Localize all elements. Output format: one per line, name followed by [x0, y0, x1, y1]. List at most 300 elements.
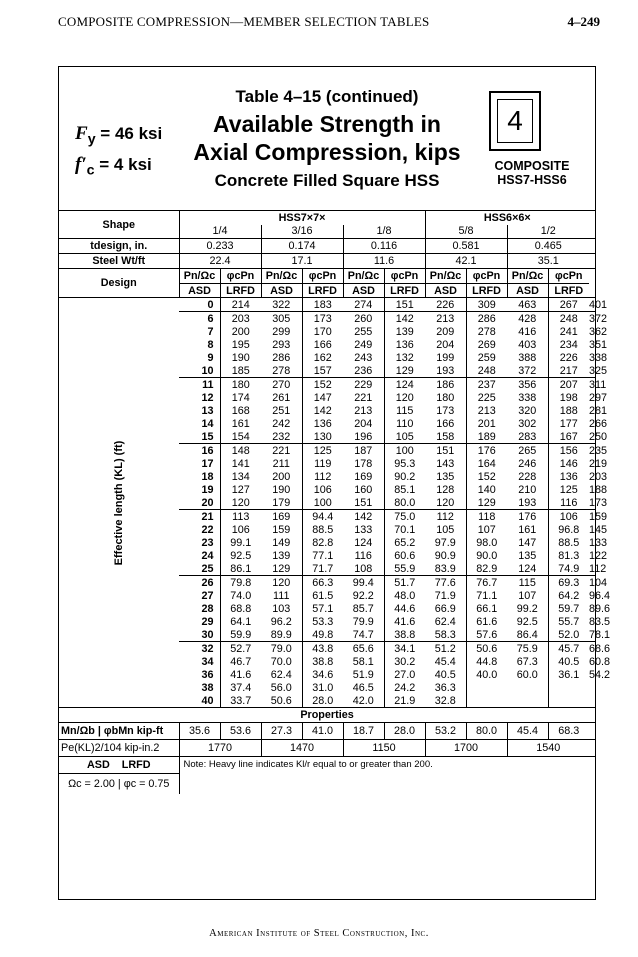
- asd-strength: 234: [548, 339, 589, 352]
- flexural-strength: 28.0: [384, 723, 425, 740]
- asd-strength: 180: [220, 378, 261, 392]
- asd-strength: 107: [466, 524, 507, 537]
- lrfd-strength: 188: [589, 484, 608, 496]
- asd-strength: 241: [548, 326, 589, 339]
- effective-length-value: 8: [207, 339, 214, 351]
- tdesign-value: 0.116: [343, 239, 425, 254]
- lrfd-strength: 160: [354, 484, 373, 496]
- flexural-strength: 53.6: [220, 723, 261, 740]
- flexural-strength: 18.7: [343, 723, 384, 740]
- lrfd-strength: 133: [354, 524, 373, 536]
- lrfd-strength: 42.0: [352, 694, 374, 707]
- lrfd-strength: [589, 695, 595, 708]
- spacer: [589, 284, 595, 298]
- asd-strength: 124: [384, 378, 425, 392]
- lrfd-strength: 40.5: [434, 669, 456, 681]
- asd-strength: 48.0: [384, 590, 425, 603]
- lrfd-strength: 178: [354, 458, 373, 470]
- lrfd-strength: 180: [436, 392, 455, 404]
- asd-strength: 164: [466, 458, 507, 471]
- table-subtitle: Concrete Filled Square HSS: [214, 171, 440, 190]
- lrfd-strength: 338: [589, 352, 608, 364]
- asd-strength: 61.5: [302, 590, 343, 603]
- asd-strength: 76.7: [466, 576, 507, 590]
- lrfd-strength: 90.9: [434, 550, 456, 562]
- lrfd-strength: 142: [343, 510, 384, 524]
- asd-strength: 112: [302, 471, 343, 484]
- lrfd-strength: 54.2: [589, 669, 611, 681]
- asd-strength: 120: [220, 497, 261, 510]
- effective-length-value: 0: [179, 298, 220, 312]
- shape-label: Shape: [59, 211, 179, 239]
- effective-length-value: 26: [179, 576, 220, 590]
- asd-strength: 248: [548, 312, 589, 326]
- lrfd-strength: 62.4: [434, 616, 456, 628]
- chapter-number: 4: [497, 99, 533, 143]
- fy-value: = 46 ksi: [100, 124, 163, 143]
- pn-lrfd-header: φcPn: [466, 269, 507, 284]
- asd-strength: 136: [548, 471, 589, 484]
- asd-strength: 207: [548, 378, 589, 392]
- asd-strength: 59.7: [548, 603, 589, 616]
- lrfd-header: LRFD: [220, 284, 261, 298]
- table-frame: [58, 66, 611, 900]
- flexural-strength: 80.0: [466, 723, 507, 740]
- asd-strength: 267: [548, 298, 589, 312]
- lrfd-strength: 260: [343, 312, 384, 326]
- lrfd-strength: 320: [518, 405, 537, 417]
- wall-thickness: 1/4: [179, 225, 261, 239]
- lrfd-strength: 159: [272, 524, 291, 536]
- effective-length-value: 11: [179, 378, 220, 392]
- asd-strength: 33.7: [220, 695, 261, 708]
- asd-strength: 45.7: [548, 642, 589, 656]
- wall-thickness: 3/16: [261, 225, 343, 239]
- asd-strength: 278: [466, 326, 507, 339]
- asd-strength: 64.1: [220, 616, 261, 629]
- asd-strength: 81.3: [548, 550, 589, 563]
- lrfd-strength: 147: [518, 537, 537, 549]
- asd-strength: 309: [466, 298, 507, 312]
- page-number: 4–249: [567, 14, 600, 29]
- steel-weight-value: 35.1: [507, 254, 589, 269]
- lrfd-strength: 209: [436, 326, 455, 338]
- asd-strength: 125: [548, 484, 589, 497]
- asd-strength: 120: [384, 392, 425, 405]
- lrfd-strength: 243: [354, 352, 373, 364]
- lrfd-strength: 176: [507, 510, 548, 524]
- lrfd-strength: 270: [261, 378, 302, 392]
- asd-strength: 201: [466, 418, 507, 431]
- asd-strength: 86.1: [220, 563, 261, 576]
- flexural-strength: 68.3: [548, 723, 589, 740]
- asd-strength: 68.8: [220, 603, 261, 616]
- lrfd-strength: 66.9: [434, 603, 456, 615]
- asd-strength: 269: [466, 339, 507, 352]
- asd-strength: 53.3: [302, 616, 343, 629]
- lrfd-strength: 249: [354, 339, 373, 351]
- lrfd-strength: 193: [436, 364, 455, 377]
- lrfd-strength: 92.5: [516, 616, 538, 628]
- lrfd-strength: 79.9: [352, 616, 374, 628]
- asd-strength: 24.2: [384, 682, 425, 695]
- lrfd-strength: 428: [507, 312, 548, 326]
- effective-length-value: 32: [179, 642, 220, 656]
- lrfd-strength: 255: [354, 326, 373, 338]
- spacer: [589, 254, 595, 269]
- design-label: Design: [59, 269, 179, 298]
- asd-strength: [548, 682, 589, 695]
- lrfd-strength: 229: [343, 378, 384, 392]
- shape-hss7: HSS7×7×: [179, 211, 425, 225]
- lrfd-strength: 70.0: [270, 656, 292, 668]
- asd-strength: 90.2: [384, 471, 425, 484]
- lrfd-strength: 46.5: [352, 682, 374, 694]
- steel-weight-value: 11.6: [343, 254, 425, 269]
- lrfd-strength: 221: [261, 444, 302, 458]
- asd-strength: 30.2: [384, 656, 425, 669]
- lrfd-strength: 193: [518, 496, 537, 509]
- lrfd-strength: 299: [272, 326, 291, 338]
- lrfd-strength: 51.9: [352, 669, 374, 681]
- asd-strength: 195: [220, 339, 261, 352]
- lrfd-strength: 246: [518, 458, 537, 470]
- pn-lrfd-header: φcPn: [302, 269, 343, 284]
- lrfd-strength: 67.3: [516, 656, 538, 668]
- fc-value: = 4 ksi: [99, 155, 152, 175]
- lrfd-strength: 151: [425, 444, 466, 458]
- shape-hss6: HSS6×6×: [425, 211, 589, 225]
- asd-strength: 59.9: [220, 629, 261, 642]
- asd-strength: [548, 695, 589, 708]
- lrfd-strength: 65.6: [343, 642, 384, 656]
- lrfd-strength: 351: [589, 339, 608, 351]
- mn-label: Mn/Ωb | φbMn kip-ft: [59, 723, 179, 740]
- asd-strength: 92.5: [220, 550, 261, 563]
- lrfd-strength: 213: [425, 312, 466, 326]
- lrfd-strength: 325: [589, 364, 608, 377]
- lrfd-strength: 62.4: [270, 669, 292, 681]
- asd-strength: 134: [220, 471, 261, 484]
- table-heading: [59, 67, 595, 210]
- lrfd-strength: 122: [589, 550, 608, 562]
- lrfd-strength: 89.6: [589, 603, 611, 615]
- lrfd-strength: 75.9: [507, 642, 548, 656]
- tab-label: [477, 159, 587, 187]
- asd-strength: 118: [466, 510, 507, 524]
- lrfd-strength: 211: [272, 458, 290, 470]
- mn-unit: kip-ft: [136, 725, 164, 737]
- euler-buckling-value: 1150: [343, 740, 425, 757]
- lrfd-strength: 50.6: [270, 694, 292, 707]
- asd-strength: 106: [220, 524, 261, 537]
- asd-strength: 66.1: [466, 603, 507, 616]
- asd-strength: 44.8: [466, 656, 507, 669]
- lrfd-strength: 68.6: [589, 642, 611, 655]
- lrfd-strength: 120: [261, 576, 302, 590]
- phi-value: φc = 0.75: [123, 777, 170, 790]
- lrfd-strength: 283: [518, 430, 537, 443]
- lrfd-strength: 32.8: [434, 694, 456, 707]
- lrfd-strength: 103: [272, 603, 291, 615]
- asd-strength: 34.6: [302, 669, 343, 682]
- asd-strength: 132: [384, 352, 425, 365]
- effective-length-label: Effective length (KL) (ft): [113, 440, 125, 565]
- asd-strength: 80.0: [384, 497, 425, 510]
- lrfd-strength: [507, 695, 548, 708]
- asd-strength: 110: [384, 418, 425, 431]
- asd-strength: 105: [384, 431, 425, 444]
- asd-strength: [466, 682, 507, 695]
- asd-strength: 151: [384, 298, 425, 312]
- pn-asd-header: Pn/Ωc: [343, 269, 384, 284]
- flexural-strength: 53.2: [425, 723, 466, 740]
- euler-buckling-value: 1700: [425, 740, 507, 757]
- euler-buckling-value: 1470: [261, 740, 343, 757]
- lrfd-strength: 104: [589, 576, 608, 589]
- tdesign-value: 0.465: [507, 239, 589, 254]
- lrfd-strength: 186: [425, 378, 466, 392]
- lrfd-header: LRFD: [302, 284, 343, 298]
- lrfd-strength: 278: [272, 364, 291, 377]
- lrfd-strength: 401: [589, 298, 608, 311]
- effective-length-value: 29: [201, 616, 214, 628]
- asd-strength: 94.4: [302, 510, 343, 524]
- lrfd-strength: 97.9: [434, 537, 456, 549]
- asd-strength: 116: [548, 497, 589, 510]
- lrfd-strength: 71.9: [434, 590, 456, 602]
- lrfd-strength: 281: [589, 405, 608, 417]
- table-title-line1: Available Strength in: [213, 111, 441, 137]
- asd-strength: 154: [220, 431, 261, 444]
- lrfd-strength: 96.2: [270, 616, 292, 628]
- lrfd-strength: 133: [589, 537, 608, 549]
- lrfd-header: LRFD: [466, 284, 507, 298]
- asd-strength: 43.8: [302, 642, 343, 656]
- asd-strength: 167: [548, 431, 589, 444]
- lrfd-strength: 99.2: [516, 603, 538, 615]
- spacer: [589, 740, 595, 757]
- asd-strength: 174: [220, 392, 261, 405]
- tdesign-label: tdesign, in.: [59, 239, 179, 254]
- lrfd-strength: 135: [436, 471, 455, 483]
- lrfd-strength: 372: [518, 364, 537, 377]
- pn-asd-header: Pn/Ωc: [507, 269, 548, 284]
- lrfd-strength: 135: [518, 550, 537, 562]
- asd-strength: 44.6: [384, 603, 425, 616]
- effective-length-value: 38: [201, 682, 214, 694]
- lrfd-strength: 120: [436, 496, 455, 509]
- mn-asd-label: Mn/Ωb: [61, 725, 95, 737]
- effective-length-value: 34: [201, 656, 214, 668]
- asd-strength: 139: [384, 326, 425, 339]
- asd-strength: 185: [220, 365, 261, 378]
- asd-lrfd-label: [59, 757, 179, 774]
- asd-strength: 189: [466, 431, 507, 444]
- lrfd-strength: 210: [518, 484, 537, 496]
- effective-length-value: 30: [201, 628, 214, 641]
- asd-strength: 57.1: [302, 603, 343, 616]
- effective-length-value: 14: [201, 418, 214, 430]
- lrfd-strength: 96.4: [589, 590, 611, 602]
- lrfd-strength: 83.5: [589, 616, 611, 628]
- tab-label-range: HSS7-HSS6: [497, 173, 567, 187]
- asd-strength: 75.0: [384, 510, 425, 524]
- asd-strength: 52.7: [220, 642, 261, 656]
- effective-length-value: 24: [201, 550, 214, 562]
- asd-strength: 198: [548, 392, 589, 405]
- lrfd-strength: 85.7: [352, 603, 374, 615]
- pn-asd-header: Pn/Ωc: [179, 269, 220, 284]
- lrfd-strength: 149: [272, 537, 291, 549]
- lrfd-strength: 89.9: [270, 628, 292, 641]
- pn-lrfd-header: φcPn: [548, 269, 589, 284]
- lrfd-strength: 261: [272, 392, 291, 404]
- effective-length-axis: [59, 298, 179, 708]
- asd-strength: 77.1: [302, 550, 343, 563]
- lrfd-header: LRFD: [384, 284, 425, 298]
- steel-weight-value: 42.1: [425, 254, 507, 269]
- lrfd-strength: 204: [436, 339, 455, 351]
- lrfd-strength: 143: [436, 458, 455, 470]
- lrfd-strength: 274: [343, 298, 384, 312]
- effective-length-value: 12: [201, 392, 214, 404]
- spacer: [589, 211, 595, 225]
- asd-strength: 188: [548, 405, 589, 418]
- lrfd-header: LRFD: [548, 284, 589, 298]
- asd-strength: 27.0: [384, 669, 425, 682]
- lrfd-strength: 169: [261, 510, 302, 524]
- pn-asd-header: Pn/Ωc: [425, 269, 466, 284]
- effective-length-value: 20: [201, 496, 214, 509]
- lrfd-strength: 56.0: [270, 682, 292, 694]
- tdesign-value: 0.233: [179, 239, 261, 254]
- asd-strength: 286: [466, 312, 507, 326]
- asd-strength: 113: [220, 510, 261, 524]
- running-title: COMPOSITE COMPRESSION—MEMBER SELECTION TABLES: [58, 14, 430, 29]
- spacer: [589, 239, 595, 254]
- lrfd-strength: 169: [354, 471, 373, 483]
- lrfd-strength: 265: [507, 444, 548, 458]
- asd-strength: 125: [302, 444, 343, 458]
- lrfd-strength: 302: [518, 418, 537, 430]
- asd-strength: 88.5: [548, 537, 589, 550]
- asd-label: ASD: [86, 759, 110, 771]
- asd-strength: 136: [302, 418, 343, 431]
- asd-strength: 214: [220, 298, 261, 312]
- spacer: [589, 723, 595, 740]
- effective-length-value: 10: [201, 364, 214, 377]
- lrfd-strength: 322: [261, 298, 302, 312]
- asd-strength: 106: [548, 510, 589, 524]
- steel-weight-value: 22.4: [179, 254, 261, 269]
- table-note: Note: Heavy line indicates Kl/r equal to or greater than 200.: [179, 757, 595, 794]
- asd-strength: 106: [302, 484, 343, 497]
- omega-value: Ωc = 2.00: [68, 777, 115, 790]
- steel-weight-label: Steel Wt/ft: [59, 254, 179, 269]
- asd-strength: 66.3: [302, 576, 343, 590]
- asd-strength: 65.2: [384, 537, 425, 550]
- asd-strength: 136: [384, 339, 425, 352]
- resistance-factors: Ωc = 2.00 | φc = 0.75: [59, 774, 179, 794]
- asd-strength: 200: [220, 326, 261, 339]
- lrfd-strength: 199: [436, 352, 455, 364]
- asd-strength: 162: [302, 352, 343, 365]
- lrfd-strength: 115: [507, 576, 548, 590]
- asd-strength: 140: [466, 484, 507, 497]
- spacer: [589, 225, 595, 239]
- lrfd-strength: 99.4: [343, 576, 384, 590]
- asd-strength: 82.9: [466, 563, 507, 576]
- asd-strength: 85.1: [384, 484, 425, 497]
- lrfd-strength: 161: [518, 524, 537, 536]
- lrfd-strength: 158: [436, 430, 455, 443]
- lrfd-strength: 128: [436, 484, 455, 496]
- lrfd-strength: 111: [273, 590, 290, 602]
- euler-buckling-value: 1770: [179, 740, 261, 757]
- lrfd-strength: 58.3: [434, 628, 456, 641]
- lrfd-strength: [507, 682, 548, 695]
- effective-length-value: 15: [201, 430, 214, 443]
- asd-strength: 142: [302, 405, 343, 418]
- lrfd-strength: 372: [589, 312, 608, 325]
- asd-strength: 173: [302, 312, 343, 326]
- lrfd-strength: 112: [589, 562, 607, 575]
- lrfd-strength: 293: [272, 339, 291, 351]
- lrfd-strength: 235: [589, 444, 608, 457]
- asd-strength: 152: [466, 471, 507, 484]
- effective-length-value: 17: [201, 458, 214, 470]
- lrfd-strength: 86.4: [516, 628, 538, 641]
- lrfd-strength: 297: [589, 392, 608, 404]
- lrfd-strength: 196: [354, 430, 373, 443]
- asd-strength: 98.0: [466, 537, 507, 550]
- asd-strength: 96.8: [548, 524, 589, 537]
- lrfd-strength: 179: [272, 496, 291, 509]
- tdesign-value: 0.174: [261, 239, 343, 254]
- lrfd-strength: 221: [354, 392, 373, 404]
- asd-strength: 170: [302, 326, 343, 339]
- asd-strength: 130: [302, 431, 343, 444]
- lrfd-strength: 204: [354, 418, 373, 430]
- lrfd-strength: 151: [354, 496, 373, 509]
- lrfd-strength: 356: [507, 378, 548, 392]
- lrfd-strength: 105: [436, 524, 455, 536]
- asd-strength: 146: [548, 458, 589, 471]
- asd-strength: 37.4: [220, 682, 261, 695]
- asd-strength: 99.1: [220, 537, 261, 550]
- lrfd-strength: 190: [272, 484, 291, 496]
- pn-lrfd-header: φcPn: [384, 269, 425, 284]
- asd-strength: 74.0: [220, 590, 261, 603]
- effective-length-value: 27: [201, 590, 214, 602]
- asd-strength: 213: [466, 405, 507, 418]
- asd-strength: 57.6: [466, 629, 507, 642]
- asd-strength: 49.8: [302, 629, 343, 642]
- lrfd-strength: 203: [589, 471, 608, 483]
- asd-strength: 36.1: [548, 669, 589, 682]
- table-number: Table 4–15 (continued): [235, 87, 419, 106]
- asd-strength: 119: [302, 458, 343, 471]
- lrfd-strength: 173: [589, 496, 608, 509]
- asd-strength: 100: [384, 444, 425, 458]
- lrfd-strength: 305: [261, 312, 302, 326]
- asd-header: ASD: [261, 284, 302, 298]
- euler-buckling-value: 1540: [507, 740, 589, 757]
- asd-strength: 217: [548, 365, 589, 378]
- asd-strength: 71.1: [466, 590, 507, 603]
- page-footer: American Institute of Steel Construction, Inc.: [209, 928, 429, 939]
